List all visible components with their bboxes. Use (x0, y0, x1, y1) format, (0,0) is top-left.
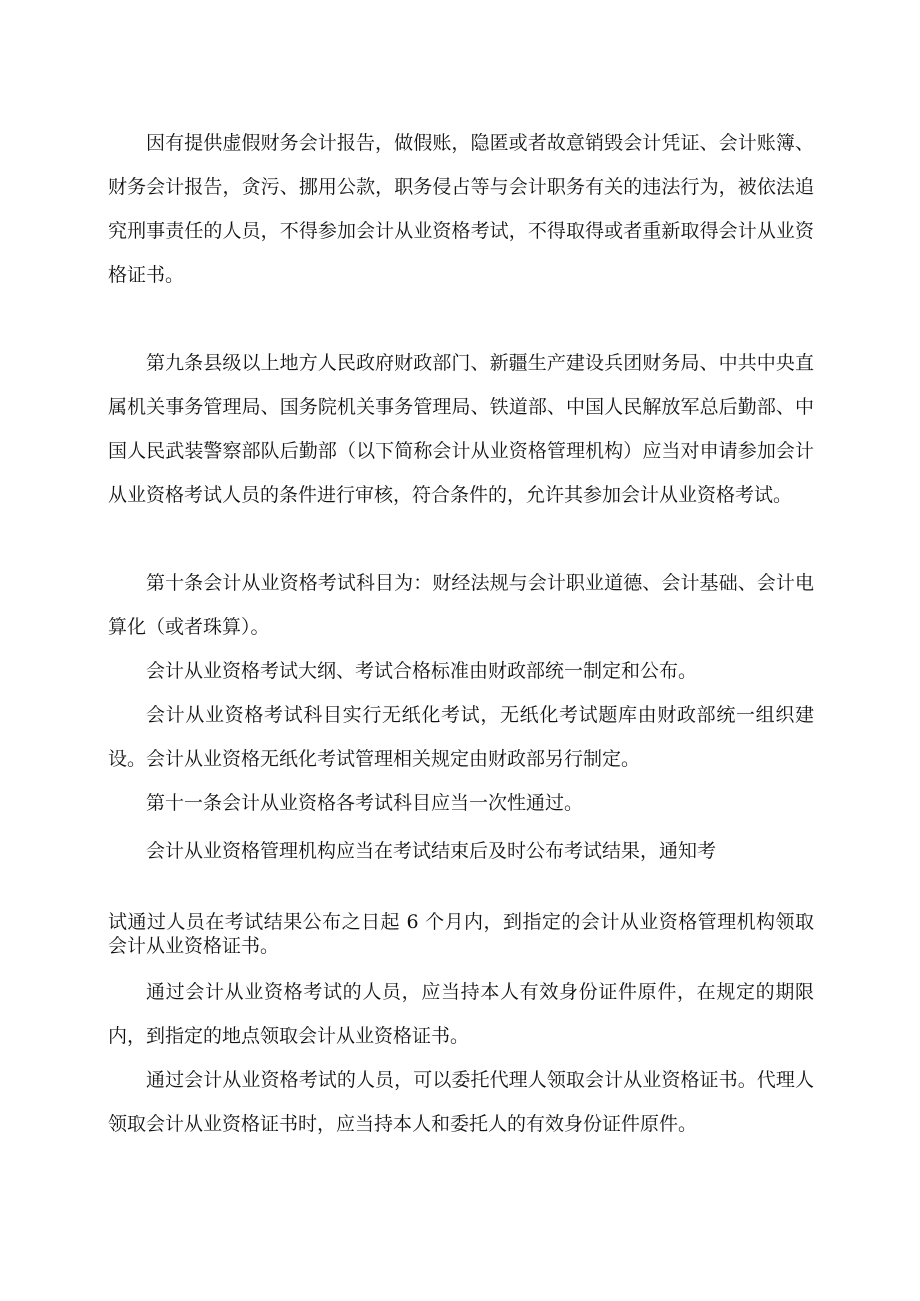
paragraph-article-11: 第十一条会计从业资格各考试科目应当一次性通过。 (146, 792, 584, 814)
paragraph-certificate-collection: 试通过人员在考试结果公布之日起 6 个月内，到指定的会计从业资格管理机构领取会计从业资格证书。 (108, 911, 814, 957)
paragraph-disqualification: 因有提供虚假财务会计报告，做假账，隐匿或者故意销毁会计凭证、会计账簿、财务会计报告，贪污、挪用公款，职务侵占等与会计职务有关的违法行为，被依法追究刑事责任的人员，不得参加会计从业资格考试，不得取得或者重新取得会计从业资格证书。 (108, 132, 814, 286)
paragraph-collect-in-person: 通过会计从业资格考试的人员，应当持本人有效身份证件原件，在规定的期限内，到指定的地点领取会计从业资格证书。 (108, 981, 814, 1047)
paragraph-proxy-collection: 通过会计从业资格考试的人员，可以委托代理人领取会计从业资格证书。代理人领取会计从业资格证书时，应当持本人和委托人的有效身份证件原件。 (108, 1069, 814, 1135)
paragraph-article-10: 第十条会计从业资格考试科目为：财经法规与会计职业道德、会计基础、会计电算化（或者珠算）。 (108, 572, 814, 638)
paragraph-exam-outline: 会计从业资格考试大纲、考试合格标准由财政部统一制定和公布。 (146, 660, 698, 682)
paragraph-results-notice: 会计从业资格管理机构应当在考试结束后及时公布考试结果，通知考 (146, 840, 717, 862)
paragraph-paperless-exam: 会计从业资格考试科目实行无纸化考试，无纸化考试题库由财政部统一组织建设。会计从业资格无纸化考试管理相关规定由财政部另行制定。 (108, 704, 814, 770)
paragraph-article-9: 第九条县级以上地方人民政府财政部门、新疆生产建设兵团财务局、中共中央直属机关事务管理局、国务院机关事务管理局、铁道部、中国人民解放军总后勤部、中国人民武装警察部队后勤部（以下简称会计从业资格管理机构）应当对申请参加会计从业资格考试人员的条件进行审核，符合条件的，允许其参加会计从业资格考试。 (108, 352, 814, 506)
